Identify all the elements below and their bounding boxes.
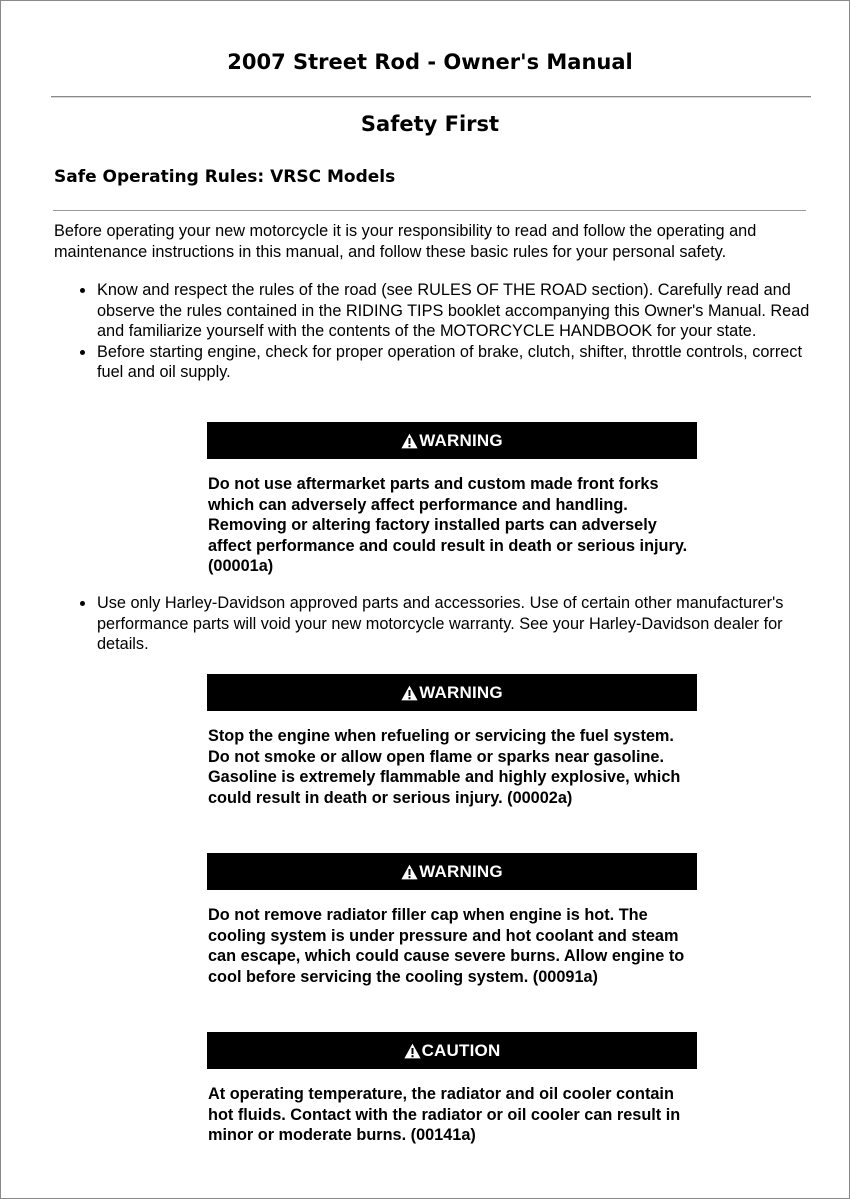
- section-title: Safety First: [360, 112, 500, 136]
- document-title: 2007 Street Rod - Owner's Manual: [227, 50, 633, 74]
- warning-header: [207, 422, 697, 459]
- rules-list: [1, 593, 811, 655]
- warning-triangle-icon: [401, 864, 418, 880]
- warning-text: Do not remove radiator filler cap when engine is hot. The cooling system is under pressure and hot coolant and steam can escape, which could cause severe burns. Allow engine to cool before servicing the cooling system. (00091a): [208, 906, 685, 986]
- warning-header: [207, 853, 697, 890]
- caution-triangle-icon: [404, 1043, 421, 1059]
- caution-header: [207, 1032, 697, 1069]
- list-item: Before starting engine, check for proper operation of brake, clutch, shifter, throttle controls, correct fuel and oil supply.: [1, 342, 811, 383]
- warning-text: Stop the engine when refueling or servicing the fuel system. Do not smoke or allow open flame or sparks near gasoline. Gasoline is extremely flammable and highly explosive, which could result in death or serious injury. (00002a): [208, 727, 681, 807]
- warning-label: WARNING: [419, 861, 503, 881]
- caution-notice: [207, 1032, 697, 1146]
- warning-notice: [207, 853, 697, 987]
- warning-triangle-icon: [401, 433, 418, 449]
- rules-list: [1, 280, 811, 383]
- warning-text: Do not use aftermarket parts and custom made front forks which can adversely affect performance and handling. Removing or altering factory installed parts can adversely affect performance and could result in death or serious injury. (00001a): [208, 475, 688, 576]
- warning-header: [207, 674, 697, 711]
- warning-notice: [207, 674, 697, 808]
- caution-text: At operating temperature, the radiator and oil cooler contain hot fluids. Contact with the radiator or oil cooler can result in minor or moderate burns. (00141a): [208, 1085, 681, 1145]
- subsection-title: Safe Operating Rules: VRSC Models: [54, 167, 396, 187]
- intro-paragraph: Before operating your new motorcycle it is your responsibility to read and follow the operating and maintenance instructions in this manual, and follow these basic rules for your personal safety.: [54, 222, 757, 261]
- title-divider: [51, 96, 811, 98]
- warning-notice: [207, 422, 697, 577]
- list-item: Know and respect the rules of the road (see RULES OF THE ROAD section). Carefully read and observe the rules contained in the RIDING TIPS booklet accompanying this Owner's Manual. Read and familiarize yourself with the contents of the MOTORCYCLE HANDBOOK for your state.: [1, 280, 811, 342]
- subsection-divider: [53, 210, 806, 211]
- warning-label: WARNING: [419, 682, 503, 702]
- warning-triangle-icon: [401, 685, 418, 701]
- list-item: Use only Harley-Davidson approved parts and accessories. Use of certain other manufacturer's performance parts will void your new motorcycle warranty. See your Harley-Davidson dealer for details.: [1, 593, 811, 655]
- warning-label: WARNING: [419, 430, 503, 450]
- caution-label: CAUTION: [421, 1040, 501, 1060]
